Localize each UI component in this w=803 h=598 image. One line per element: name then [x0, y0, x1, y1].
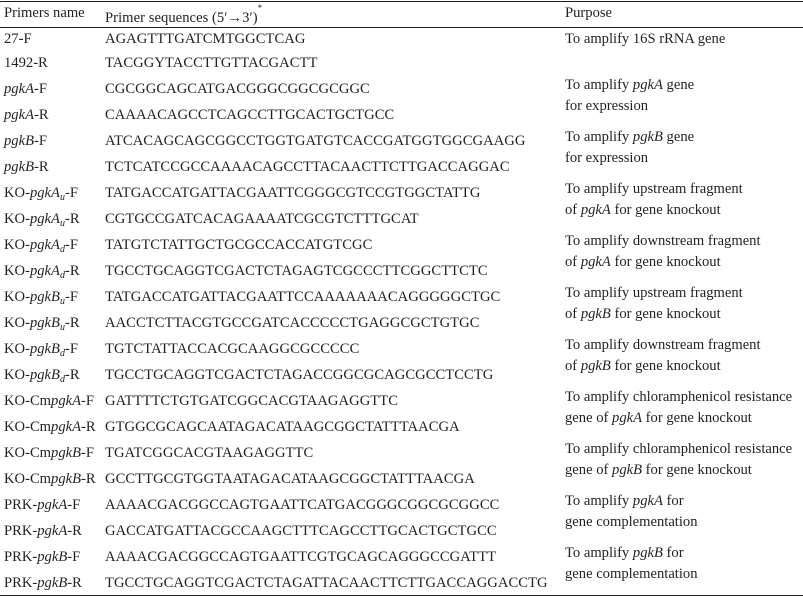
purpose-text: To amplify upstream fragment [565, 181, 743, 197]
purpose-text: for gene knockout [610, 306, 721, 322]
bottom-rule [0, 595, 803, 596]
primer-name-suffix: -R [67, 523, 82, 539]
purpose-line-1 [565, 284, 743, 302]
primer-gene-subscript: u [59, 218, 65, 229]
purpose-text: of [565, 306, 581, 322]
primer-gene-name: pgkA [29, 263, 60, 279]
primer-gene-name: pgkB [37, 549, 68, 565]
primer-name-cell [4, 418, 96, 436]
primer-name-suffix: -F [34, 133, 47, 149]
primer-name-suffix: -R [64, 211, 80, 227]
primer-gene-name: pgkB [29, 367, 60, 383]
primer-name-cell [4, 210, 80, 228]
primer-name-cell [4, 496, 80, 514]
primer-gene-name: pgkB [4, 159, 34, 175]
primer-gene-name: pgkA [29, 185, 60, 201]
primer-sequence-cell: TATGACCATGATTACGAATTCGGGCGTCCGTGGCTATTG [105, 185, 481, 201]
purpose-line-1 [565, 440, 792, 458]
purpose-text: of [565, 202, 581, 218]
purpose-gene-name: pgkA [632, 493, 663, 509]
purpose-text: for gene knockout [610, 254, 721, 270]
primer-gene-name: pgkB [37, 575, 68, 591]
purpose-line-2 [565, 97, 648, 115]
primer-gene-subscript: u [59, 322, 65, 333]
primer-gene-subscript: d [59, 270, 65, 281]
purpose-text: gene complementation [565, 566, 698, 582]
purpose-gene-name: pgkA [632, 77, 663, 93]
primer-name-cell [4, 30, 32, 48]
primer-sequence-cell: GCCTTGCGTGGTAATAGACATAAGCGGCTATTTAACGA [105, 471, 475, 487]
purpose-gene-name: pgkB [580, 306, 611, 322]
primer-gene-name: pgkA [4, 107, 34, 123]
primer-name-suffix: -F [64, 237, 78, 253]
primer-gene-subscript: d [59, 244, 65, 255]
primer-sequence-cell: TATGTCTATTGCTGCGCCACCATGTCGC [105, 237, 373, 253]
purpose-line-1 [565, 180, 743, 198]
primer-name-suffix: -R [64, 315, 80, 331]
purpose-line-1 [565, 492, 684, 510]
primer-sequence-cell: CGCGGCAGCATGACGGGCGGCGCGGC [105, 81, 370, 97]
primer-sequence-cell: TGCCTGCAGGTCGACTCTAGACCGGCGCAGCGCCTCCTG [105, 367, 494, 383]
primer-name-prefix: PRK- [4, 497, 38, 513]
purpose-line-2 [565, 357, 721, 375]
purpose-line-1 [565, 336, 761, 354]
primer-sequence-cell: GATTTTCTGTGATCGGCACGTAAGAGGTTC [105, 393, 398, 409]
primer-name-prefix: KO-Cm [4, 471, 52, 487]
purpose-text: for gene knockout [610, 202, 721, 218]
purpose-text: for expression [565, 98, 649, 114]
purpose-text: To amplify 16S rRNA gene [565, 31, 726, 47]
purpose-text: for expression [565, 150, 649, 166]
primer-gene-subscript: d [59, 348, 65, 359]
top-rule [0, 1, 803, 2]
primer-name-suffix: -R [34, 107, 49, 123]
primer-gene-name: pgkA [29, 237, 60, 253]
primer-name-prefix: KO- [4, 211, 30, 227]
primer-name-prefix: KO- [4, 289, 30, 305]
primer-name-cell [4, 470, 96, 488]
header-primer-sequences [105, 4, 262, 27]
purpose-text: for [662, 545, 684, 561]
primer-sequence-cell: TACGGYTACCTTGTTACGACTT [105, 55, 318, 71]
primer-name-suffix: -F [81, 445, 95, 461]
purpose-line-1 [565, 128, 694, 146]
primer-name-cell [4, 80, 47, 98]
header-seq-footnote: * [257, 3, 263, 13]
purpose-text: gene [662, 77, 695, 93]
primer-sequence-cell: AACCTCTTACGTGCCGATCACCCCCTGAGGCGCTGTGC [105, 315, 480, 331]
primer-gene-name: pgkA [4, 81, 34, 97]
purpose-line-1 [565, 388, 792, 406]
primer-name-cell [4, 574, 82, 592]
primer-sequence-cell: TCTCATCCGCCAAAACAGCCTTACAACTTCTTGACCAGGAC [105, 159, 510, 175]
purpose-text: To amplify [565, 77, 633, 93]
purpose-line-1 [565, 544, 684, 562]
primer-name-cell [4, 314, 80, 332]
primer-name-suffix: -F [67, 549, 81, 565]
primer-name-cell [4, 236, 78, 254]
primer-sequence-cell: GTGGCGCAGCAATAGACATAAGCGGCTATTTAACGA [105, 419, 460, 435]
purpose-gene-name: pgkB [580, 358, 611, 374]
primer-name-prefix: KO- [4, 263, 30, 279]
purpose-text: To amplify upstream fragment [565, 285, 743, 301]
primer-name-prefix: 1492-R [4, 55, 48, 71]
primer-name-cell [4, 288, 78, 306]
primer-gene-name: pgkB [29, 341, 60, 357]
primer-name-prefix: KO-Cm [4, 393, 52, 409]
purpose-line-2 [565, 513, 698, 531]
purpose-text: To amplify downstream fragment [565, 337, 761, 353]
primer-name-prefix: KO-Cm [4, 445, 52, 461]
primer-name-prefix: KO-Cm [4, 419, 52, 435]
purpose-gene-name: pgkA [580, 202, 611, 218]
primer-name-suffix: -R [64, 263, 80, 279]
purpose-text: gene of [565, 410, 613, 426]
primer-gene-name: pgkA [37, 497, 68, 513]
primer-gene-subscript: u [59, 192, 65, 203]
purpose-line-2 [565, 201, 721, 219]
purpose-line-1 [565, 76, 694, 94]
primer-name-cell [4, 262, 80, 280]
purpose-gene-name: pgkA [612, 410, 643, 426]
primer-sequence-cell: TGTCTATTACCACGCAAGGCGCCCCC [105, 341, 360, 357]
primer-name-suffix: -F [64, 341, 78, 357]
purpose-text: To amplify downstream fragment [565, 233, 761, 249]
primer-gene-subscript: u [59, 296, 65, 307]
purpose-gene-name: pgkA [580, 254, 611, 270]
primer-name-cell [4, 132, 47, 150]
primer-name-cell [4, 444, 94, 462]
purpose-line-2 [565, 409, 752, 427]
primer-sequence-cell: AAAACGACGGCCAGTGAATTCATGACGGGCGGCGCGGCC [105, 497, 500, 513]
header-purpose: Purpose [565, 5, 613, 21]
purpose-text: for gene knockout [642, 410, 752, 426]
purpose-line-2 [565, 565, 698, 583]
primer-sequence-cell: CGTGCCGATCACAGAAAATCGCGTCTTTGCAT [105, 211, 419, 227]
primer-name-suffix: -F [34, 81, 47, 97]
primer-gene-subscript: d [59, 374, 65, 385]
primer-name-suffix: -R [34, 159, 49, 175]
purpose-text: of [565, 254, 581, 270]
purpose-line-2 [565, 149, 648, 167]
primer-name-prefix: KO- [4, 185, 30, 201]
primer-gene-name: pgkA [51, 393, 82, 409]
primer-sequence-cell: TATGACCATGATTACGAATTCCAAAAAAACAGGGGGCTGC [105, 289, 501, 305]
primer-gene-name: pgkB [29, 315, 60, 331]
primer-name-cell [4, 522, 82, 540]
purpose-text: gene [662, 129, 695, 145]
primer-name-cell [4, 366, 80, 384]
primer-name-suffix: -R [64, 367, 80, 383]
primer-name-cell [4, 392, 94, 410]
primer-gene-name: pgkB [51, 471, 82, 487]
primer-gene-name: pgkA [37, 523, 68, 539]
primer-name-prefix: 27-F [4, 31, 32, 47]
primer-sequence-cell: CAAAACAGCCTCAGCCTTGCACTGCTGCC [105, 107, 395, 123]
purpose-text: gene complementation [565, 514, 698, 530]
primer-sequence-cell: TGCCTGCAGGTCGACTCTAGATTACAACTTCTTGACCAGGACCTG [105, 575, 548, 591]
primer-gene-name: pgkB [29, 289, 60, 305]
primer-name-cell [4, 106, 49, 124]
primer-name-prefix: KO- [4, 315, 30, 331]
primer-sequence-cell: ATCACAGCAGCGGCCTGGTGATGTCACCGATGGTGGCGAAGG [105, 133, 526, 149]
purpose-line-1 [565, 30, 725, 48]
primer-name-cell [4, 184, 78, 202]
primer-name-suffix: -R [67, 575, 82, 591]
primer-name-prefix: PRK- [4, 575, 38, 591]
header-primers-name: Primers name [4, 5, 85, 21]
purpose-gene-name: pgkB [632, 129, 663, 145]
purpose-text: gene of [565, 462, 613, 478]
primer-sequence-cell: AGAGTTTGATCMTGGCTCAG [105, 31, 306, 47]
primer-name-cell [4, 54, 48, 72]
primer-name-prefix: PRK- [4, 549, 38, 565]
purpose-text: To amplify [565, 545, 633, 561]
purpose-text: for gene knockout [610, 358, 721, 374]
primer-name-suffix: -F [64, 185, 78, 201]
purpose-text: To amplify [565, 129, 633, 145]
primer-sequence-cell: AAAACGACGGCCAGTGAATTCGTGCAGCAGGGCCGATTT [105, 549, 497, 565]
purpose-text: for [662, 493, 684, 509]
purpose-gene-name: pgkB [632, 545, 663, 561]
primer-name-prefix: KO- [4, 367, 30, 383]
header-seq-label: Primer sequences (5′→3′) [105, 9, 258, 26]
purpose-text: To amplify [565, 493, 633, 509]
primer-gene-name: pgkA [51, 419, 82, 435]
primer-sequence-cell: TGATCGGCACGTAAGAGGTTC [105, 445, 314, 461]
purpose-line-1 [565, 232, 761, 250]
primer-name-suffix: -R [81, 419, 96, 435]
primer-name-suffix: -R [81, 471, 96, 487]
header-rule [0, 27, 803, 28]
primer-name-cell [4, 548, 80, 566]
primer-name-prefix: KO- [4, 237, 30, 253]
purpose-line-2 [565, 253, 721, 271]
primer-name-suffix: -F [67, 497, 81, 513]
purpose-text: of [565, 358, 581, 374]
primer-sequence-cell: TGCCTGCAGGTCGACTCTAGAGTCGCCCTTCGGCTTCTC [105, 263, 488, 279]
primer-sequence-cell: GACCATGATTACGCCAAGCTTTCAGCCTTGCACTGCTGCC [105, 523, 497, 539]
primer-gene-name: pgkA [29, 211, 60, 227]
primer-name-prefix: PRK- [4, 523, 38, 539]
primer-gene-name: pgkB [51, 445, 82, 461]
purpose-line-2 [565, 461, 752, 479]
purpose-text: To amplify chloramphenicol resistance [565, 441, 793, 457]
purpose-gene-name: pgkB [612, 462, 643, 478]
primer-name-cell [4, 158, 49, 176]
primer-name-suffix: -F [64, 289, 78, 305]
purpose-text: for gene knockout [642, 462, 752, 478]
primer-gene-name: pgkB [4, 133, 34, 149]
primer-name-prefix: KO- [4, 341, 30, 357]
primer-name-suffix: -F [81, 393, 95, 409]
primer-name-cell [4, 340, 78, 358]
purpose-text: To amplify chloramphenicol resistance [565, 389, 793, 405]
purpose-line-2 [565, 305, 721, 323]
